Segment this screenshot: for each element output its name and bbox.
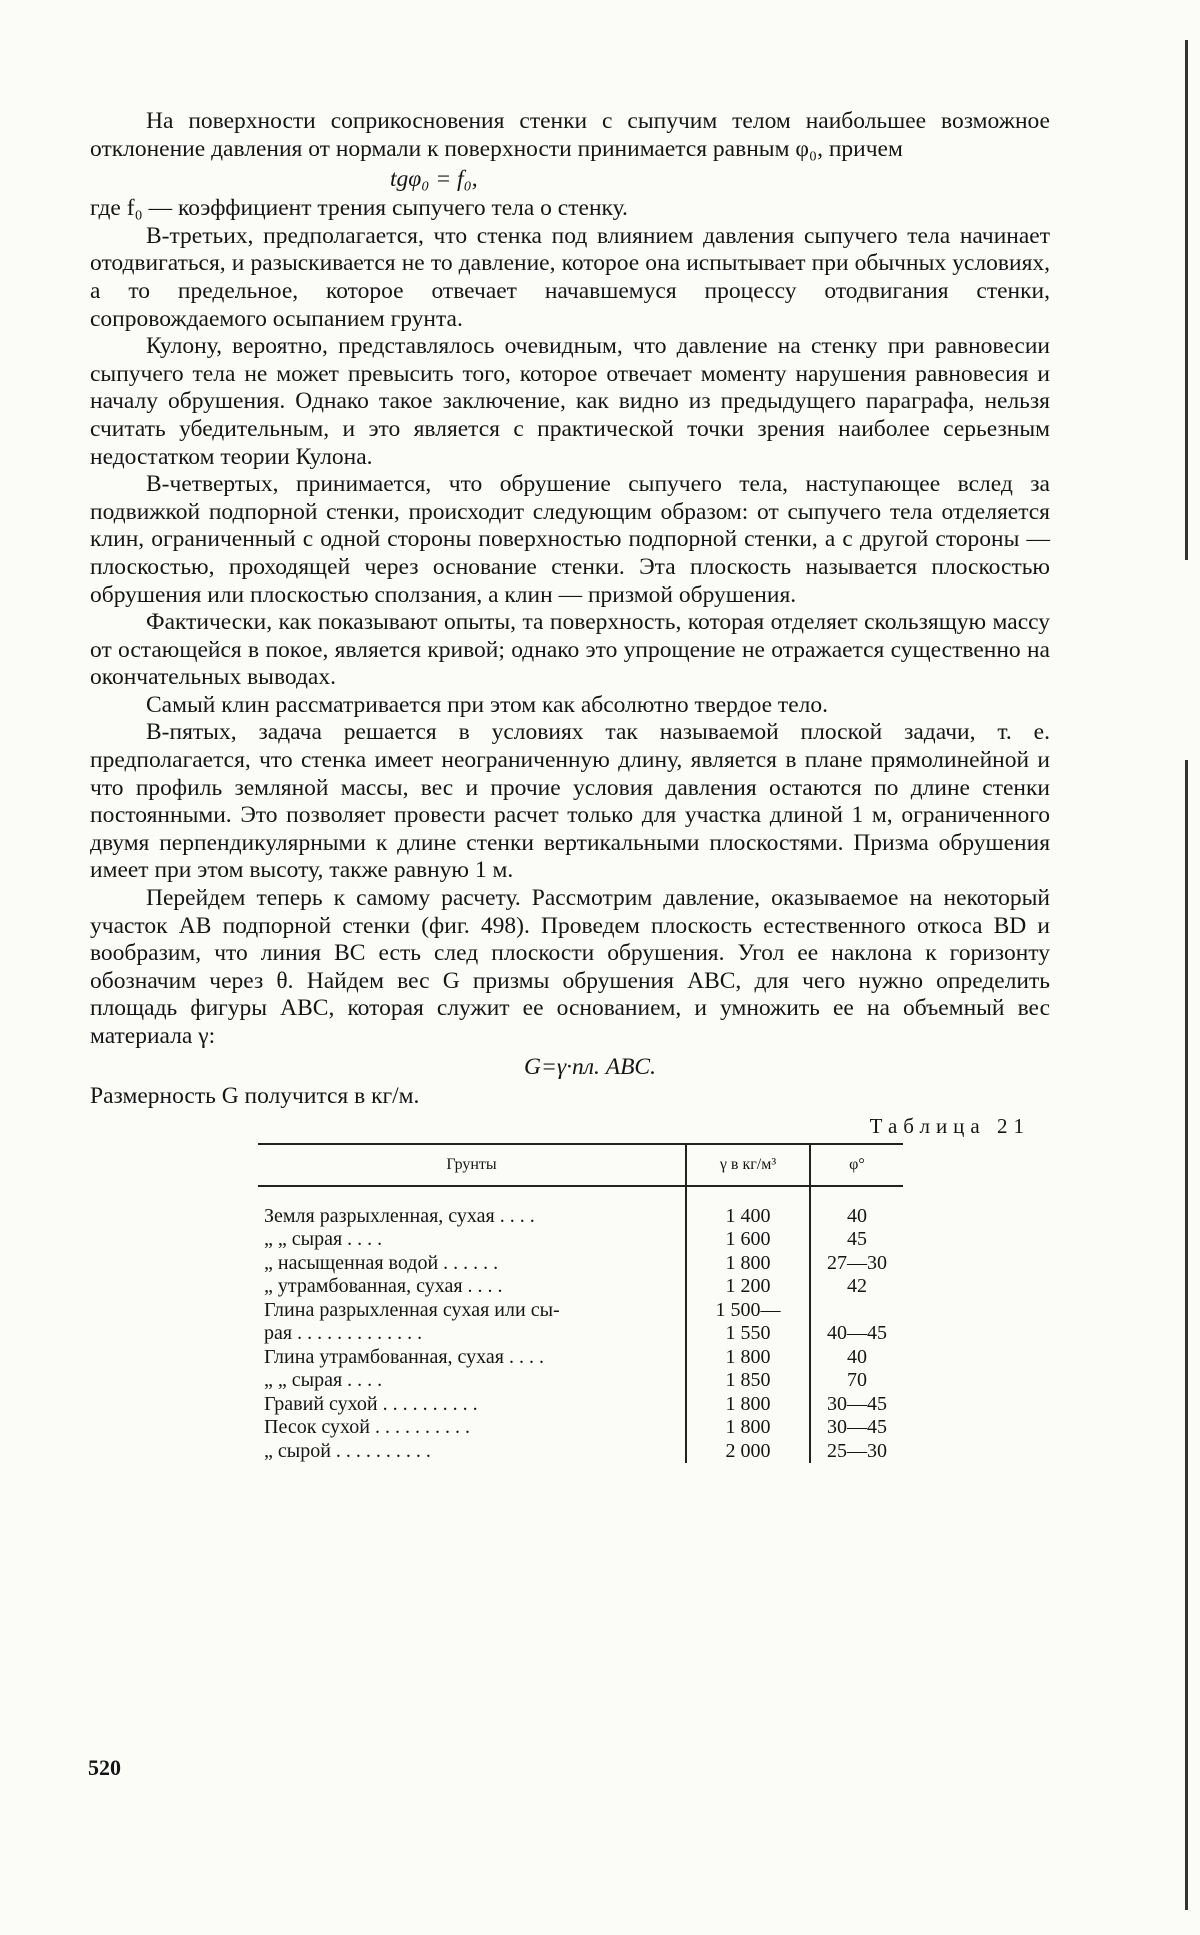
paragraph-5: В-четвертых, принимается, что обрушение сыпучего тела, наступающее вслед за подвижкой подпорной стенки, происходит следующим образом: от сыпучего тела отделяется клин, ограниченный с одной стороны поверхностью подпорной стенки, а с другой стороны — плоскостью, проходящей через основание стенки. Эта плоскость называется плоскостью обрушения или плоскостью сползания, а клин — призмой обрушения. (90, 471, 1050, 608)
cell-soil: „ утрамбованная, сухая . . . . (264, 1275, 503, 1298)
paragraph-3: В-третьих, предполагается, что стенка под влиянием давления сыпучего тела начинает отодвигаться, и разыскивается не то давление, которое она испытывает при обычных условиях, а то предельное, которое отвечает начавшемуся процессу отодвигания стенки, сопровождаемого осыпанием грунта. (90, 222, 1050, 332)
cell-angle: 70 (810, 1369, 903, 1393)
cell-soil: „ „ сырая . . . . (264, 1228, 383, 1251)
table-row (258, 1252, 903, 1276)
cell-angle (810, 1299, 903, 1323)
cell-density: 1 800 (686, 1416, 810, 1440)
cell-soil: рая . . . . . . . . . . . . . (264, 1322, 423, 1345)
cell-soil: „ „ сырая . . . . (264, 1369, 383, 1392)
table-row (258, 1346, 903, 1370)
page-body (90, 108, 1050, 1463)
cell-angle: 30—45 (810, 1393, 903, 1417)
cell-soil: „ насыщенная водой . . . . . . (264, 1251, 499, 1274)
scan-edge-mark (1185, 40, 1188, 560)
cell-angle: 25—30 (810, 1440, 903, 1464)
page-number: 520 (88, 1755, 121, 1780)
table-row (258, 1393, 903, 1417)
scan-edge-mark (1185, 760, 1188, 1910)
formula-friction: tgφ₀ = f₀, (390, 166, 478, 193)
table-row (258, 1369, 903, 1393)
cell-soil: Глина разрыхленная сухая или сы- (264, 1298, 560, 1321)
table-row (258, 1275, 903, 1299)
cell-density: 1 800 (686, 1393, 810, 1417)
cell-soil: Глина утрамбованная, сухая . . . . (264, 1345, 544, 1368)
table-body (258, 1186, 903, 1464)
table-row (258, 1205, 903, 1229)
cell-density: 1 800 (686, 1252, 810, 1276)
cell-angle: 30—45 (810, 1416, 903, 1440)
cell-angle: 45 (810, 1228, 903, 1252)
cell-density: 1 800 (686, 1346, 810, 1370)
paragraph-7: Самый клин рассматривается при этом как абсолютно твердое тело. (146, 691, 828, 718)
paragraph-6: Фактически, как показывают опыты, та поверхность, которая отделяет скользящую массу от остающейся в покое, является кривой; однако это упрощение не отражается существенно на окончательных выводах. (90, 609, 1050, 691)
paragraph-9: Перейдем теперь к самому расчету. Рассмотрим давление, оказываемое на некоторый участок AB подпорной стенки (фиг. 498). Проведем плоскость естественного откоса BD и вообразим, что линия BC есть след плоскости обрушения. Угол ее наклона к горизонту обозначим через θ. Найдем вес G призмы обрушения ABC, для чего нужно определить площадь фигуры ABC, которая служит ее основанием, и умножить ее на объемный вес материала γ: (90, 885, 1050, 1049)
cell-angle: 27—30 (810, 1252, 903, 1276)
header-angle: φ° (810, 1144, 903, 1186)
table-row (258, 1440, 903, 1464)
paragraph-4: Кулону, вероятно, представлялось очевидным, что давление на стенку при равновесии сыпучего тела не может превысить того, которое отвечает моменту нарушения равновесия и началу обрушения. Однако такое заключение, как видно из предыдущего параграфа, нельзя считать убедительным, и это является с практической точки зрения наиболее серьезным недостатком теории Кулона. (90, 333, 1050, 470)
table-spacer (258, 1186, 903, 1205)
cell-angle: 40 (810, 1205, 903, 1229)
cell-soil: Гравий сухой . . . . . . . . . . (264, 1392, 478, 1415)
paragraph-10: Размерность G получится в кг/м. (90, 1082, 420, 1109)
table-header-row (258, 1144, 903, 1186)
cell-density: 1 400 (686, 1205, 810, 1229)
cell-soil: „ сырой . . . . . . . . . . (264, 1439, 431, 1462)
table-row (258, 1299, 903, 1323)
cell-soil: Песок сухой . . . . . . . . . . (264, 1416, 470, 1439)
paragraph-2: где f₀ — коэффициент трения сыпучего тела о стенку. (90, 195, 628, 222)
cell-angle: 42 (810, 1275, 903, 1299)
paragraph-1: На поверхности соприкосновения стенки с сыпучим телом наибольшее возможное отклонение давления от нормали к поверхности принимается равным φ₀, причем (90, 108, 1050, 162)
cell-density: 1 600 (686, 1228, 810, 1252)
cell-density: 1 850 (686, 1369, 810, 1393)
cell-density: 2 000 (686, 1440, 810, 1464)
soil-table (258, 1143, 903, 1463)
header-soils: Грунты (258, 1144, 686, 1186)
header-density: γ в кг/м³ (686, 1144, 810, 1186)
table-row (258, 1228, 903, 1252)
cell-angle: 40 (810, 1346, 903, 1370)
paragraph-8: В-пятых, задача решается в условиях так называемой плоской задачи, т. е. предполагается, что стенка имеет неограниченную длину, является в плане прямолинейной и что профиль земляной массы, вес и прочие условия давления остаются по длине стенки постоянными. Это позволяет провести расчет только для участка длиной 1 м, ограниченного двумя перпендикулярными к длине стенки вертикальными плоскостями. Призма обрушения имеет при этом высоту, также равную 1 м. (90, 719, 1050, 884)
cell-density: 1 550 (686, 1322, 810, 1346)
cell-density: 1 500— (686, 1299, 810, 1323)
table-row (258, 1322, 903, 1346)
table-caption: Таблица 21 (869, 1114, 1030, 1139)
cell-density: 1 200 (686, 1275, 810, 1299)
cell-angle: 40—45 (810, 1322, 903, 1346)
table-row (258, 1416, 903, 1440)
formula-weight: G=γ·пл. ABC. (524, 1053, 656, 1080)
cell-soil: Земля разрыхленная, сухая . . . . (264, 1204, 535, 1227)
